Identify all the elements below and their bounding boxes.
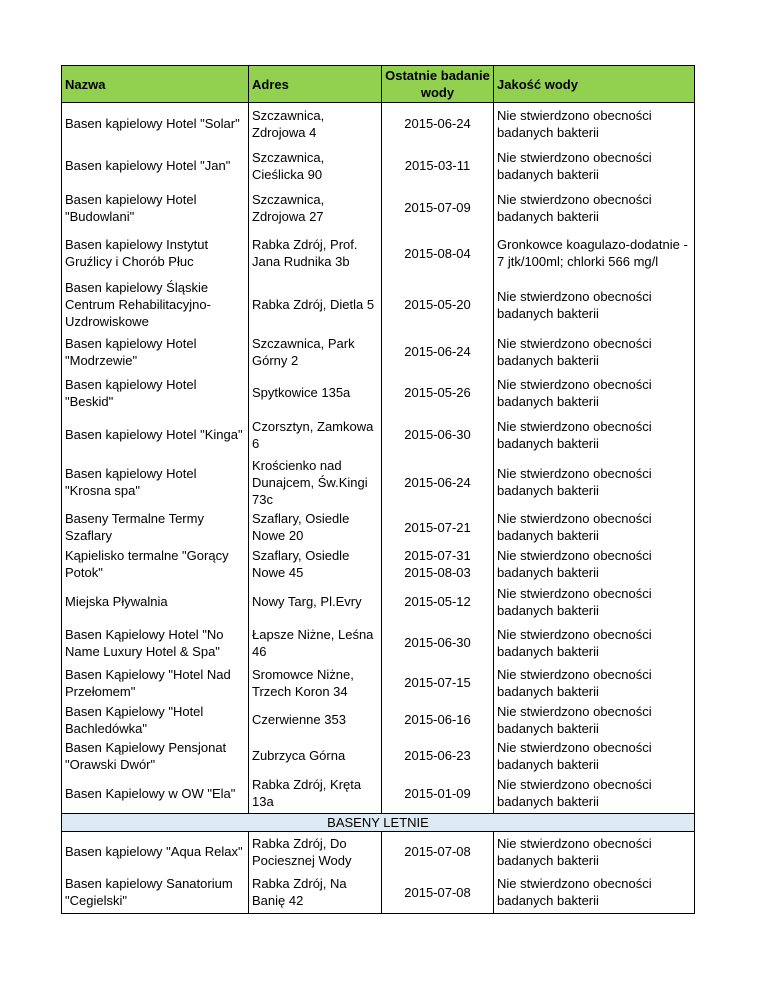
pool-name: Basen Kapielowy w OW "Ela" (62, 774, 249, 814)
pool-name: Basen kąpielowy Hotel "Beskid" (62, 372, 249, 414)
water-quality: Nie stwierdzono obecności badanych bakterii (494, 103, 695, 145)
table-row (62, 103, 695, 145)
header-name: Nazwa (62, 66, 249, 103)
table-row (62, 738, 695, 774)
pool-name: Basen Kąpielowy Hotel "No Name Luxury Hotel & Spa" (62, 622, 249, 664)
test-dates (382, 546, 494, 582)
pool-address: Rabka Zdrój, Dietla 5 (249, 278, 382, 332)
water-quality: Gronkowce koagulazo-dodatnie - 7 jtk/100ml; chlorki 566 mg/l (494, 229, 695, 278)
pool-name: Basen kapielowy Sanatorium "Cegielski" (62, 872, 249, 914)
table-row (62, 278, 695, 332)
table-row (62, 832, 695, 872)
water-quality-table (61, 65, 695, 914)
pool-address: Szczawnica, Cieślicka 90 (249, 145, 382, 187)
water-quality: Nie stwierdzono obecności badanych bakterii (494, 509, 695, 546)
header-quality: Jakość wody (494, 66, 695, 103)
test-date: 2015-06-24 (382, 332, 494, 372)
table-row (62, 509, 695, 546)
water-quality: Nie stwierdzono obecności badanych bakterii (494, 332, 695, 372)
test-date: 2015-08-03 (404, 564, 471, 580)
pool-address: Krościenko nad Dunajcem, Św.Kingi 73c (249, 456, 382, 509)
pool-name: Basen Kąpielowy "Hotel Bachledówka" (62, 702, 249, 738)
pool-name: Basen Kąpielowy "Hotel Nad Przełomem" (62, 664, 249, 702)
table-row (62, 332, 695, 372)
water-quality: Nie stwierdzono obecności badanych bakterii (494, 872, 695, 914)
pool-address: Rabka Zdrój, Kręta 13a (249, 774, 382, 814)
pool-name: Basen kapielowy Hotel "Budowlani" (62, 187, 249, 229)
test-date: 2015-07-09 (382, 187, 494, 229)
section-title: BASENY LETNIE (62, 814, 695, 832)
test-date: 2015-06-30 (382, 414, 494, 456)
header-row (62, 66, 695, 103)
water-quality: Nie stwierdzono obecności badanych bakterii (494, 622, 695, 664)
pool-address: Rabka Zdrój, Prof. Jana Rudnika 3b (249, 229, 382, 278)
pool-name: Kąpielisko termalne "Gorący Potok" (62, 546, 249, 582)
table-row (62, 414, 695, 456)
water-quality: Nie stwierdzono obecności badanych bakterii (494, 774, 695, 814)
test-date: 2015-08-04 (382, 229, 494, 278)
water-quality: Nie stwierdzono obecności badanych bakterii (494, 187, 695, 229)
pool-address: Rabka Zdrój, Na Banię 42 (249, 872, 382, 914)
test-date: 2015-06-30 (382, 622, 494, 664)
pool-address: Łapsze Niżne, Leśna 46 (249, 622, 382, 664)
section-row (62, 814, 695, 832)
water-quality: Nie stwierdzono obecności badanych bakterii (494, 278, 695, 332)
pool-name: Basen Kąpielowy Pensjonat "Orawski Dwór" (62, 738, 249, 774)
pool-name: Baseny Termalne Termy Szaflary (62, 509, 249, 546)
water-quality: Nie stwierdzono obecności badanych bakterii (494, 414, 695, 456)
test-date: 2015-01-09 (382, 774, 494, 814)
table-row (62, 872, 695, 914)
pool-address: Spytkowice 135a (249, 372, 382, 414)
test-date: 2015-05-26 (382, 372, 494, 414)
header-address: Adres (249, 66, 382, 103)
pool-address: Czerwienne 353 (249, 702, 382, 738)
pool-name: Basen kapielowy Śląskie Centrum Rehabilitacyjno-Uzdrowiskowe (62, 278, 249, 332)
test-date: 2015-03-11 (382, 145, 494, 187)
table-row (62, 582, 695, 622)
test-date: 2015-05-20 (382, 278, 494, 332)
pool-name: Basen kapielowy Hotel "Jan" (62, 145, 249, 187)
pool-name: Basen kąpielowy Hotel "Solar" (62, 103, 249, 145)
table-row (62, 229, 695, 278)
pool-address: Szczawnica, Zdrojowa 4 (249, 103, 382, 145)
pool-address: Zubrzyca Górna (249, 738, 382, 774)
pool-name: Basen kapielowy Hotel "Kinga" (62, 414, 249, 456)
test-date: 2015-06-16 (382, 702, 494, 738)
table-row (62, 456, 695, 509)
pool-name: Basen kąpielowy Hotel "Modrzewie" (62, 332, 249, 372)
test-date: 2015-07-08 (382, 872, 494, 914)
test-date: 2015-05-12 (382, 582, 494, 622)
water-quality: Nie stwierdzono obecności badanych bakterii (494, 456, 695, 509)
pool-address: Szaflary, Osiedle Nowe 45 (249, 546, 382, 582)
table-row (62, 546, 695, 582)
table-row (62, 774, 695, 814)
water-quality: Nie stwierdzono obecności badanych bakterii (494, 664, 695, 702)
table-row (62, 702, 695, 738)
water-quality: Nie stwierdzono obecności badanych bakterii (494, 145, 695, 187)
header-date: Ostatnie badanie wody (382, 66, 494, 103)
table-row (62, 145, 695, 187)
test-date: 2015-07-15 (382, 664, 494, 702)
pool-address: Szczawnica, Park Górny 2 (249, 332, 382, 372)
test-date: 2015-06-24 (382, 456, 494, 509)
test-date: 2015-07-21 (382, 509, 494, 546)
table-row (62, 622, 695, 664)
pool-address: Sromowce Niżne, Trzech Koron 34 (249, 664, 382, 702)
water-quality: Nie stwierdzono obecności badanych bakterii (494, 738, 695, 774)
pool-name: Basen kąpielowy "Aqua Relax" (62, 832, 249, 872)
water-quality: Nie stwierdzono obecności badanych bakterii (494, 582, 695, 622)
pool-address: Nowy Targ, Pl.Evry (249, 582, 382, 622)
water-quality: Nie stwierdzono obecności badanych bakterii (494, 372, 695, 414)
table-row (62, 372, 695, 414)
test-date: 2015-07-08 (382, 832, 494, 872)
water-quality: Nie stwierdzono obecności badanych bakterii (494, 702, 695, 738)
table-row (62, 187, 695, 229)
pool-address: Szczawnica, Zdrojowa 27 (249, 187, 382, 229)
pool-name: Miejska Pływalnia (62, 582, 249, 622)
water-quality: Nie stwierdzono obecności badanych bakterii (494, 546, 695, 582)
pool-address: Szaflary, Osiedle Nowe 20 (249, 509, 382, 546)
pool-name: Basen kąpielowy Hotel "Krosna spa" (62, 456, 249, 509)
pool-name: Basen kapielowy Instytut Gruźlicy i Chorób Płuc (62, 229, 249, 278)
test-date: 2015-06-23 (382, 738, 494, 774)
test-date: 2015-06-24 (382, 103, 494, 145)
table-row (62, 664, 695, 702)
pool-address: Czorsztyn, Zamkowa 6 (249, 414, 382, 456)
test-date: 2015-07-31 (404, 547, 471, 563)
pool-address: Rabka Zdrój, Do Pociesznej Wody (249, 832, 382, 872)
water-quality: Nie stwierdzono obecności badanych bakterii (494, 832, 695, 872)
